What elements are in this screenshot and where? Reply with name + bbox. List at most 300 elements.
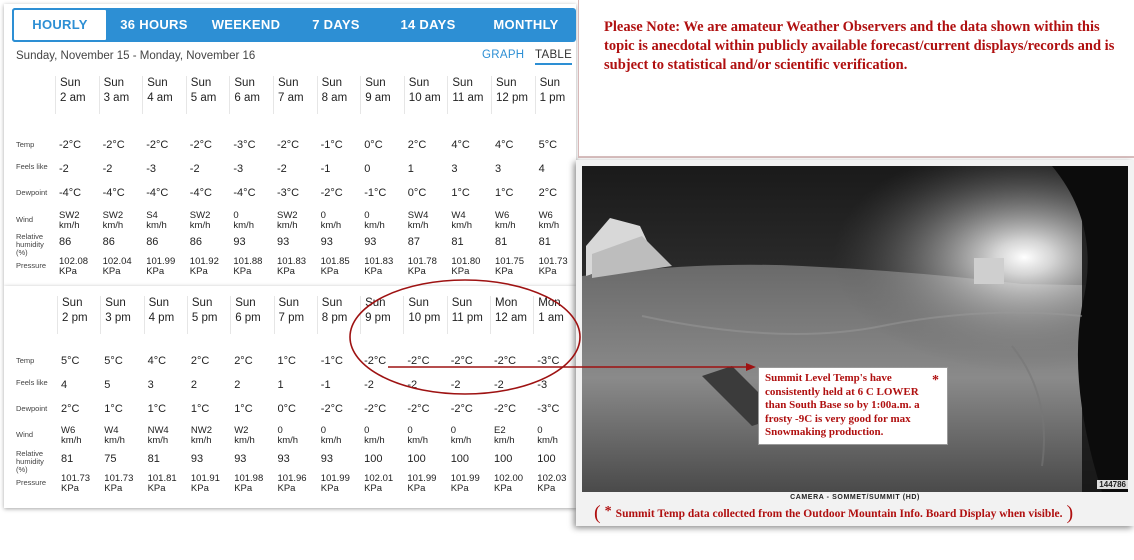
hour-header: [187, 296, 230, 334]
pressure-value: 101.99: [450, 473, 480, 484]
cell-wind: [142, 211, 185, 231]
wind-value: W6: [538, 210, 553, 221]
wind-unit: km/h: [407, 220, 429, 231]
pressure-unit: KPa: [451, 266, 470, 277]
cell-humidity: 81: [147, 453, 160, 465]
cell-wind: [57, 426, 100, 446]
graph-view-link[interactable]: GRAPH: [482, 49, 525, 61]
cell-feels: 0: [364, 163, 371, 175]
cell-humidity: 86: [189, 236, 203, 248]
pressure-unit: KPa: [407, 483, 426, 494]
pressure-value: 101.88: [233, 256, 263, 267]
hour-header: [533, 296, 576, 334]
wind-value: S4: [146, 210, 158, 221]
hour-header: [100, 296, 143, 334]
cell-temp: -3°C: [233, 139, 256, 151]
row-label-humidity: Relative humidity (%): [16, 449, 44, 474]
hour-header: [229, 76, 272, 114]
note-panel: [578, 0, 1134, 158]
row-label-pressure: Pressure: [16, 261, 47, 270]
hour-time: 10 pm: [408, 312, 441, 324]
hour-time: 12 am: [495, 312, 527, 324]
disclaimer-note: Please Note: We are amateur Weather Observers and the data shown within this topic is anecdotal within publicly available forecast/current displays/records and is subject to statistical and/or scientific verification.: [604, 19, 1115, 73]
pressure-value: 102.03: [537, 473, 567, 484]
hour-time: 12 pm: [496, 92, 528, 104]
cell-temp: -2°C: [407, 355, 430, 367]
cell-temp: -2°C: [450, 355, 473, 367]
cell-feels: 4: [538, 163, 545, 175]
pressure-unit: KPa: [538, 266, 557, 277]
cell-wind: [447, 426, 490, 446]
cell-feels: -1: [320, 379, 331, 391]
cell-pressure: [447, 474, 490, 494]
cell-temp: -2°C: [277, 139, 300, 151]
hour-header: [57, 296, 100, 334]
summit-temp-callout: [758, 367, 948, 445]
pressure-unit: KPa: [189, 266, 208, 277]
cell-dew: -2°C: [320, 403, 343, 415]
cell-temp: -2°C: [364, 355, 387, 367]
cell-dew: -2°C: [364, 403, 387, 415]
date-range: Sunday, November 15 - Monday, November 16: [16, 50, 256, 62]
cell-pressure: [360, 474, 403, 494]
hour-day: Sun: [148, 297, 170, 309]
hour-day: Sun: [451, 297, 473, 309]
cell-feels: -2: [189, 163, 200, 175]
cell-humidity: 93: [320, 453, 334, 465]
cell-wind: [317, 211, 360, 231]
row-label-humidity: Relative humidity (%): [16, 232, 44, 257]
cell-dew: 0°C: [277, 403, 296, 415]
hour-day: Sun: [365, 77, 386, 89]
hour-time: 4 am: [147, 92, 173, 104]
wind-value: SW2: [277, 210, 298, 221]
cell-dew: -4°C: [102, 187, 125, 199]
cell-pressure: [100, 474, 143, 494]
wind-value: 0: [320, 210, 326, 221]
cell-humidity: 100: [407, 453, 426, 465]
hour-day: Sun: [191, 297, 213, 309]
tab-7-days[interactable]: 7 DAYS: [312, 17, 360, 32]
row-label-wind: Wind: [16, 215, 34, 224]
wind-unit: km/h: [537, 435, 558, 446]
cell-temp: 2°C: [234, 355, 253, 367]
wind-unit: km/h: [59, 220, 80, 231]
cell-wind: [274, 426, 317, 446]
hour-header: [535, 76, 578, 114]
wind-unit: km/h: [233, 220, 254, 231]
pressure-value: 101.99: [407, 473, 437, 484]
cell-humidity: 93: [277, 236, 290, 248]
cell-temp: 2°C: [407, 139, 427, 151]
hour-time: 6 pm: [235, 312, 261, 324]
row-label-temp: Temp: [16, 356, 35, 365]
cell-wind: [535, 211, 578, 231]
cell-temp: 0°C: [364, 139, 383, 151]
hour-header: [360, 76, 403, 114]
cell-temp: 4°C: [451, 139, 470, 151]
forecast-panel-hourly: [4, 4, 576, 286]
wind-value: SW4: [407, 210, 429, 221]
hour-time: 9 pm: [365, 312, 391, 324]
hour-day: Sun: [408, 77, 430, 89]
hour-day: Sun: [103, 77, 125, 89]
cell-temp: 4°C: [495, 139, 514, 151]
cell-pressure: [99, 257, 142, 277]
pressure-unit: KPa: [233, 266, 252, 277]
cell-wind: [317, 426, 360, 446]
wind-value: 0: [320, 425, 327, 436]
cell-temp: -3°C: [537, 355, 560, 367]
cell-humidity: 93: [364, 236, 377, 248]
cell-wind: [229, 211, 272, 231]
cell-dew: -4°C: [59, 187, 82, 199]
pressure-value: 101.73: [538, 256, 568, 267]
cell-feels: 3: [451, 163, 458, 175]
cell-dew: -4°C: [189, 187, 212, 199]
cell-dew: -3°C: [277, 187, 300, 199]
wind-value: 0: [277, 425, 283, 436]
cell-pressure: [144, 474, 187, 494]
cell-wind: [404, 211, 447, 231]
cell-humidity: 100: [364, 453, 383, 465]
cell-wind: [403, 426, 446, 446]
wind-unit: km/h: [277, 435, 299, 446]
row-label-dewpoint: Dewpoint: [16, 188, 48, 197]
cell-wind: [100, 426, 143, 446]
cell-dew: -1°C: [364, 187, 387, 199]
pressure-value: 101.73: [104, 473, 134, 484]
pressure-unit: KPa: [277, 483, 296, 494]
hour-header: [99, 76, 142, 114]
tab-14-days[interactable]: 14 DAYS: [400, 17, 456, 32]
cell-humidity: 86: [59, 236, 72, 248]
pressure-unit: KPa: [190, 483, 209, 494]
cell-temp: -1°C: [320, 355, 343, 367]
cell-humidity: 100: [450, 453, 470, 465]
hour-day: Sun: [235, 297, 256, 309]
cell-temp: 2°C: [190, 355, 210, 367]
hour-header: [490, 296, 533, 334]
cell-dew: -2°C: [320, 187, 343, 199]
wind-value: 0: [364, 210, 370, 221]
hourly-table-2: [4, 294, 576, 504]
hour-day: Sun: [60, 77, 81, 89]
hour-time: 5 am: [190, 92, 217, 104]
wind-unit: km/h: [190, 435, 212, 446]
hour-time: 5 pm: [191, 312, 218, 324]
pressure-unit: KPa: [102, 266, 121, 277]
cell-temp: 5°C: [538, 139, 558, 151]
webcam-panel: [576, 160, 1134, 526]
cell-pressure: [230, 474, 273, 494]
wind-unit: km/h: [189, 220, 211, 231]
cell-humidity: 86: [146, 236, 159, 248]
cell-humidity: 100: [494, 453, 513, 465]
pressure-unit: KPa: [450, 483, 469, 494]
pressure-value: 101.96: [277, 473, 307, 484]
cell-pressure: [491, 257, 534, 277]
pressure-unit: KPa: [61, 483, 79, 494]
pressure-value: 101.75: [495, 256, 525, 267]
wind-unit: km/h: [104, 435, 125, 446]
cell-wind: [533, 426, 576, 446]
tab-weekend[interactable]: WEEKEND: [211, 17, 281, 32]
hour-header: [317, 76, 360, 114]
cell-wind: [360, 211, 403, 231]
hour-time: 10 am: [408, 92, 441, 104]
hour-day: Sun: [234, 77, 255, 89]
footnote-star: *: [604, 504, 612, 519]
hour-day: Sun: [190, 77, 212, 89]
cell-humidity: 93: [234, 453, 247, 465]
pressure-value: 101.73: [61, 473, 91, 484]
footnote-text: Summit Temp data collected from the Outdoor Mountain Info. Board Display when visible.: [615, 508, 1063, 520]
cell-feels: 5: [104, 379, 111, 391]
wind-unit: km/h: [451, 220, 472, 231]
tab-monthly[interactable]: MONTHLY: [493, 17, 559, 32]
cell-feels: 2: [190, 379, 198, 391]
hour-day: Sun: [278, 77, 299, 89]
wind-unit: km/h: [277, 220, 298, 231]
cell-dew: 1°C: [147, 403, 167, 415]
cell-dew: 1°C: [104, 403, 123, 415]
wind-value: 0: [364, 425, 370, 436]
pressure-value: 102.01: [364, 473, 394, 484]
cell-wind: [55, 211, 98, 231]
cell-humidity: 81: [61, 453, 74, 465]
hour-header: [491, 76, 534, 114]
period-tabs: [12, 8, 576, 42]
pressure-value: 102.00: [494, 473, 524, 484]
cell-pressure: [535, 257, 578, 277]
cell-dew: -4°C: [233, 187, 256, 199]
wind-value: NW2: [190, 425, 213, 436]
cell-pressure: [186, 257, 229, 277]
wind-unit: km/h: [494, 435, 515, 446]
pressure-value: 101.98: [234, 473, 264, 484]
cell-pressure: [55, 257, 98, 277]
hour-time: 7 pm: [278, 312, 305, 324]
cell-dew: 1°C: [451, 187, 470, 199]
hour-time: 2 am: [60, 92, 86, 104]
pressure-value: 101.80: [451, 256, 481, 267]
cell-feels: 3: [147, 379, 154, 391]
cell-pressure: [317, 474, 360, 494]
wind-value: SW2: [189, 210, 211, 221]
tab-hourly[interactable]: HOURLY: [12, 8, 108, 42]
hour-header: [360, 296, 403, 334]
cell-pressure: [533, 474, 576, 494]
wind-unit: km/h: [146, 220, 167, 231]
cell-pressure: [404, 257, 447, 277]
hour-header: [447, 296, 490, 334]
wind-unit: km/h: [450, 435, 472, 446]
cell-feels: -2: [407, 379, 418, 391]
cell-feels: 2: [234, 379, 241, 391]
cell-wind: [491, 211, 534, 231]
cell-pressure: [403, 474, 446, 494]
cell-feels: -3: [146, 163, 156, 175]
cell-wind: [360, 426, 403, 446]
cell-feels: -3: [537, 379, 548, 391]
cell-temp: 5°C: [104, 355, 123, 367]
wind-value: W4: [451, 210, 466, 221]
pressure-value: 101.85: [320, 256, 350, 267]
cell-dew: -4°C: [146, 187, 169, 199]
cell-wind: [230, 426, 273, 446]
cell-temp: -2°C: [146, 139, 169, 151]
cell-feels: 1: [407, 163, 414, 175]
pressure-value: 101.91: [190, 473, 220, 484]
pressure-value: 101.81: [147, 473, 177, 484]
cell-wind: [447, 211, 490, 231]
cell-feels: -2: [102, 163, 113, 175]
callout-text: Summit Level Temp's have consistently held at 6 C LOWER than South Base so by 1:00a.m. a frosty -9C is very good for max Snowmaking production.: [765, 372, 920, 438]
pressure-unit: KPa: [494, 483, 512, 494]
cell-temp: 4°C: [147, 355, 167, 367]
pressure-unit: KPa: [537, 483, 556, 494]
cell-wind: [186, 211, 229, 231]
pressure-unit: KPa: [277, 266, 295, 277]
hour-time: 1 pm: [539, 92, 566, 104]
pressure-unit: KPa: [320, 483, 339, 494]
open-paren: (: [594, 502, 601, 524]
cell-temp: 5°C: [61, 355, 80, 367]
cell-humidity: 93: [190, 453, 204, 465]
hour-day: Mon: [538, 297, 561, 309]
cell-humidity: 87: [407, 236, 421, 248]
cell-wind: [273, 211, 316, 231]
row-label-pressure: Pressure: [16, 478, 47, 487]
cell-pressure: [273, 257, 316, 277]
hour-header: [447, 76, 490, 114]
cell-feels: -2: [494, 379, 504, 391]
wind-value: NW4: [147, 425, 169, 436]
hour-time: 4 pm: [148, 312, 175, 324]
hour-time: 3 am: [103, 92, 130, 104]
cell-pressure: [490, 474, 533, 494]
camera-id-label: 144786: [1099, 480, 1126, 489]
hour-time: 7 am: [278, 92, 304, 104]
cell-humidity: 93: [277, 453, 290, 465]
row-label-temp: Temp: [16, 140, 35, 149]
pressure-value: 101.99: [320, 473, 350, 484]
hour-day: Sun: [452, 77, 473, 89]
callout-star: *: [932, 373, 939, 388]
cell-temp: -2°C: [102, 139, 125, 151]
hour-header: [404, 76, 447, 114]
pressure-value: 102.08: [59, 256, 89, 267]
cell-temp: -2°C: [189, 139, 212, 151]
cell-dew: 2°C: [61, 403, 80, 415]
hour-header: [142, 76, 185, 114]
hour-day: Sun: [539, 77, 561, 89]
wind-unit: km/h: [320, 220, 342, 231]
pressure-value: 101.83: [364, 256, 394, 267]
hour-time: 2 pm: [62, 312, 88, 324]
wind-unit: km/h: [364, 435, 385, 446]
forecast-panel-hourly-continued: [4, 286, 576, 508]
cell-feels: 1: [277, 379, 284, 391]
cell-temp: -1°C: [320, 139, 343, 151]
cell-pressure: [447, 257, 490, 277]
cell-feels: -2: [59, 163, 69, 175]
pressure-unit: KPa: [104, 483, 123, 494]
pressure-value: 102.04: [102, 256, 132, 267]
hour-time: 3 pm: [105, 312, 131, 324]
wind-value: 0: [407, 425, 413, 436]
hour-time: 11 am: [452, 92, 484, 104]
wind-unit: km/h: [407, 435, 428, 446]
pressure-unit: KPa: [234, 483, 253, 494]
cell-feels: -2: [450, 379, 461, 391]
pressure-unit: KPa: [364, 483, 383, 494]
hour-time: 8 am: [321, 92, 348, 104]
cell-pressure: [317, 257, 360, 277]
wind-value: E2: [494, 425, 506, 436]
hour-day: Sun: [105, 297, 126, 309]
cell-wind: [99, 211, 142, 231]
camera-caption: CAMERA - SOMMET/SUMMIT (HD): [790, 494, 920, 501]
cell-temp: -2°C: [59, 139, 82, 151]
camera-footnote: [594, 502, 1073, 525]
cell-dew: 1°C: [234, 403, 253, 415]
pressure-unit: KPa: [146, 266, 165, 277]
tab-36-hours[interactable]: 36 HOURS: [120, 17, 188, 32]
wind-unit: km/h: [147, 435, 169, 446]
cell-humidity: 75: [104, 453, 117, 465]
hour-header: [186, 76, 229, 114]
wind-value: 0: [450, 425, 456, 436]
pressure-unit: KPa: [59, 266, 77, 277]
wind-unit: km/h: [102, 220, 124, 231]
wind-value: W4: [104, 425, 119, 436]
cell-dew: -3°C: [537, 403, 560, 415]
hour-day: Sun: [321, 297, 343, 309]
wind-value: W2: [234, 425, 249, 436]
wind-unit: km/h: [538, 220, 560, 231]
cell-pressure: [142, 257, 185, 277]
table-view-link[interactable]: TABLE: [535, 49, 572, 65]
cell-wind: [144, 426, 187, 446]
hour-time: 6 am: [234, 92, 260, 104]
hour-header: [317, 296, 360, 334]
wind-unit: km/h: [495, 220, 516, 231]
hour-day: Mon: [495, 297, 518, 309]
cell-humidity: 86: [102, 236, 115, 248]
cell-dew: 1°C: [190, 403, 210, 415]
cell-humidity: 93: [233, 236, 246, 248]
cell-pressure: [274, 474, 317, 494]
cell-pressure: [360, 257, 403, 277]
hour-header: [230, 296, 273, 334]
wind-unit: km/h: [234, 435, 255, 446]
cell-temp: -2°C: [494, 355, 517, 367]
hour-day: Sun: [321, 77, 343, 89]
cell-feels: -2: [364, 379, 374, 391]
hour-header: [403, 296, 446, 334]
pressure-unit: KPa: [407, 266, 426, 277]
pressure-unit: KPa: [147, 483, 166, 494]
cell-feels: 4: [61, 379, 68, 391]
row-label-feels-like: Feels like: [16, 378, 48, 387]
cell-wind: [490, 426, 533, 446]
cell-dew: -2°C: [494, 403, 517, 415]
cell-feels: -3: [233, 163, 244, 175]
close-paren: ): [1066, 502, 1074, 524]
cell-pressure: [57, 474, 100, 494]
